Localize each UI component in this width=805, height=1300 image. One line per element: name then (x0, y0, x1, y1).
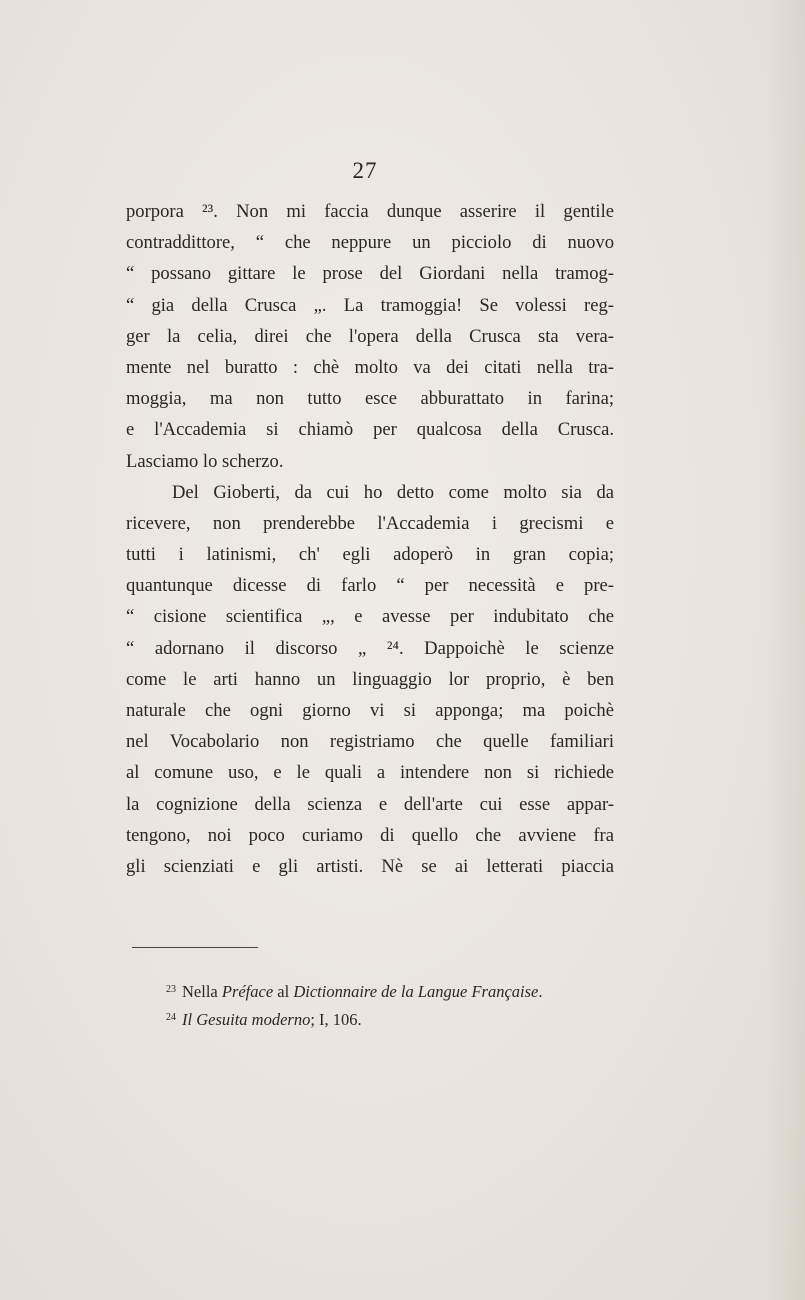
text-line: naturale che ogni giorno vi si apponga; ma poichè (126, 700, 614, 721)
text-line: “ possano gittare le prose del Giordani nella tramog- (126, 263, 614, 285)
footnote-mark: 23 (166, 984, 176, 995)
footnote-text: . (538, 982, 543, 1001)
text-line: tengono, noi poco curiamo di quello che avviene fra (126, 824, 614, 846)
body-text (126, 196, 614, 882)
text-line: Lasciamo lo scherzo. (126, 450, 284, 472)
text-line: contraddittore, “ che neppure un picciolo di nuovo (126, 232, 614, 254)
text-line: moggia, ma non tutto esce abburattato in farina; (126, 388, 614, 410)
footnote-text: Nella (182, 982, 222, 1001)
footnote-text: ; I, 106. (310, 1010, 362, 1029)
footnotes (166, 978, 543, 1034)
text-line: al comune uso, e le quali a intendere non si richiede (126, 762, 614, 784)
text-line: la cognizione della scienza e dell'arte cui esse appar- (126, 793, 614, 815)
text-line: porpora ²³. Non mi faccia dunque asserire il gentile (126, 201, 614, 222)
text-line: ricevere, non prenderebbe l'Accademia i grecismi e (126, 512, 614, 534)
text-line: Del Gioberti, da cui ho detto come molto sia da (172, 481, 614, 503)
footnote-23 (166, 978, 543, 1006)
text-line: ger la celia, direi che l'opera della Crusca sta vera- (126, 325, 614, 347)
text-line: “ gia della Crusca „. La tramoggia! Se volessi reg- (126, 294, 614, 316)
text-line: gli scienziati e gli artisti. Nè se ai letterati piaccia (126, 855, 614, 877)
text-line: nel Vocabolario non registriamo che quelle familiari (126, 731, 614, 753)
page-edge-shadow (765, 0, 805, 1300)
text-line: “ adornano il discorso „ ²⁴. Dappoichè le scienze (126, 637, 614, 659)
text-line: tutti i latinismi, ch' egli adoperò in gran copia; (126, 544, 614, 566)
text-line: mente nel buratto : chè molto va dei citati nella tra- (126, 356, 614, 378)
footnote-text: al (273, 982, 294, 1001)
text-line: “ cisione scientifica „, e avesse per indubitato che (126, 606, 614, 628)
page-number: 27 (352, 158, 378, 183)
footnote-title: Préface (221, 982, 274, 1001)
footnote-mark: 24 (166, 1012, 176, 1023)
text-line: e l'Accademia si chiamò per qualcosa della Crusca. (126, 419, 614, 441)
footnote-title: Il Gesuita moderno (182, 1010, 311, 1029)
text-line: quantunque dicesse di farlo “ per necessità e pre- (126, 575, 614, 597)
footnote-24 (166, 1006, 543, 1034)
footnote-rule (132, 947, 258, 948)
footnote-title: Dictionnaire de la Langue Française (293, 982, 539, 1001)
text-line: come le arti hanno un linguaggio lor proprio, è ben (126, 668, 614, 690)
